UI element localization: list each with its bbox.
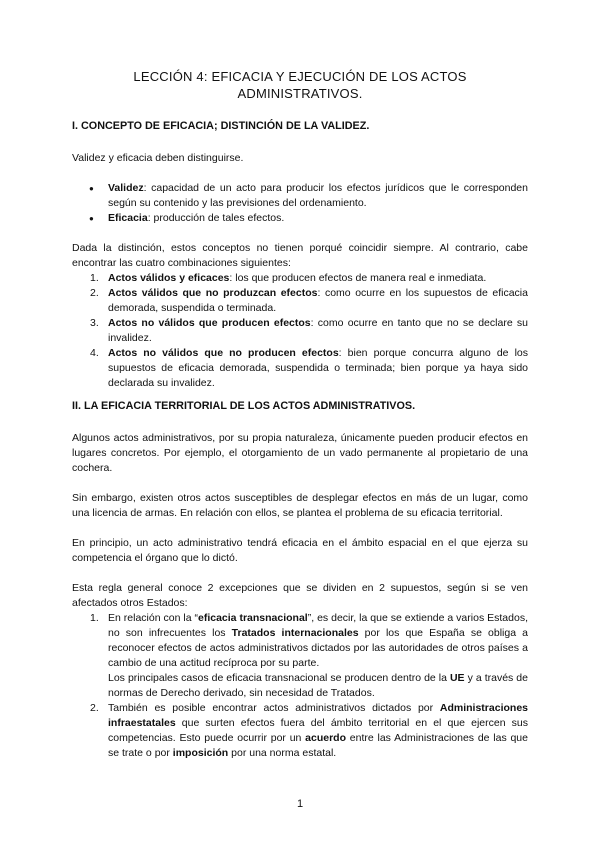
bullet-term: Eficacia [108,212,148,224]
validity-bullets [72,181,528,226]
title-line-1: LECCIÓN 4: EFICACIA Y EJECUCIÓN DE LOS ACTOS [133,69,467,84]
bullet-term: Validez [108,182,144,194]
title-line-2: ADMINISTRATIVOS. [237,86,363,101]
item-number: 2. [90,287,99,299]
exception-item-continuation [108,671,528,701]
exception-item-transnational [90,611,529,701]
section-2-paragraph-3: En principio, un acto administrativo tendrá eficacia en el ámbito espacial en el que ejerza su competencia el órgano que lo dictó. [72,537,528,564]
item-number: 3. [90,317,99,329]
bold-run: Tratados internacionales [231,627,359,639]
section-1-heading: I. CONCEPTO DE EFICACIA; DISTINCIÓN DE LA VALIDEZ. [72,120,370,132]
section-2-paragraph-4: Esta regla general conoce 2 excepciones que se dividen en 2 supuestos, según si se ven afectados otros Estados: [72,582,528,609]
exceptions-list [72,611,528,761]
text-run: por los que España se obliga a reconocer efectos de actos administrativos dictados por las autoridades de otros países a cambio de una actitud recíproca por su parte. [108,627,529,669]
item-number: 4. [90,347,99,359]
bold-run: UE [449,672,465,684]
item-term: Actos válidos y eficaces [108,272,230,284]
text-run: También es posible encontrar actos administrativos dictados por [108,702,440,714]
combinations-list [72,271,528,391]
item-term: Actos no válidos que no producen efectos [108,347,339,359]
section-1-paragraph-2: Dada la distinción, estos conceptos no tienen porqué coincidir siempre. Al contrario, cabe encontrar las cuatro combinaciones siguientes: [72,242,528,269]
section-1-intro: Validez y eficacia deben distinguirse. [72,152,244,164]
item-number: 1. [90,272,99,284]
text-run: ”, es decir, la que se extiende a varios Estados, no son infrecuentes los [108,612,528,639]
bold-run: imposición [172,747,229,759]
bullet-text: : capacidad de un acto para producir los efectos jurídicos que le corresponden según su contenido y las previsiones del ordenamiento. [108,182,528,209]
bold-run: Administraciones infraestatales [108,702,528,729]
item-text: : bien porque concurra alguno de los supuestos de eficacia demorada, suspendida o terminada; bien porque ya haya sido declarada su invalidez. [108,347,529,389]
combination-item [90,286,528,316]
bullet-text: : producción de tales efectos. [147,212,285,224]
bullet-eficacia [108,211,528,226]
item-text: : como ocurre en los supuestos de eficacia demorada, suspendida o terminada. [108,287,528,314]
combination-item [90,316,528,346]
bullet-validez [108,181,528,211]
item-term: Actos válidos que no produzcan efectos [108,287,318,299]
item-number: 1. [90,612,99,624]
combination-item [90,346,529,391]
section-2-paragraph-1: Algunos actos administrativos, por su propia naturaleza, únicamente pueden producir efectos en lugares concretos. Por ejemplo, el otorgamiento de un vado permanente al propietario de una cochera. [72,432,528,474]
exception-item-infraestatal [90,701,528,761]
text-run: y a través de normas de Derecho derivado, sin necesidad de Tratados. [108,672,528,699]
text-run: que surten efectos fuera del ámbito territorial en el que ejercen sus competencias. Esto puede ocurrir por un [108,717,528,744]
page-title [72,68,528,102]
text-run: entre las Administraciones de las que se trate o por [108,732,528,759]
text-run: Los principales casos de eficacia transnacional se producen dentro de la [108,672,450,684]
section-2-heading: II. LA EFICACIA TERRITORIAL DE LOS ACTOS ADMINISTRATIVOS. [72,400,416,412]
item-text: : los que producen efectos de manera real e inmediata. [229,272,487,284]
item-number: 2. [90,702,99,714]
page-number: 1 [296,798,304,810]
text-run: por una norma estatal. [228,747,337,759]
bold-run: acuerdo [305,732,347,744]
item-term: Actos no válidos que producen efectos [108,317,311,329]
document-page [72,68,528,761]
text-run: En relación con la “ [108,612,198,624]
section-2-paragraph-2: Sin embargo, existen otros actos susceptibles de desplegar efectos en más de un lugar, como una licencia de armas. En relación con ellos, se plantea el problema de su eficacia territorial. [72,492,528,519]
bold-run: eficacia transnacional [197,612,308,624]
item-text: : como ocurre en tanto que no se declare su invalidez. [108,317,528,344]
combination-item [90,271,528,286]
